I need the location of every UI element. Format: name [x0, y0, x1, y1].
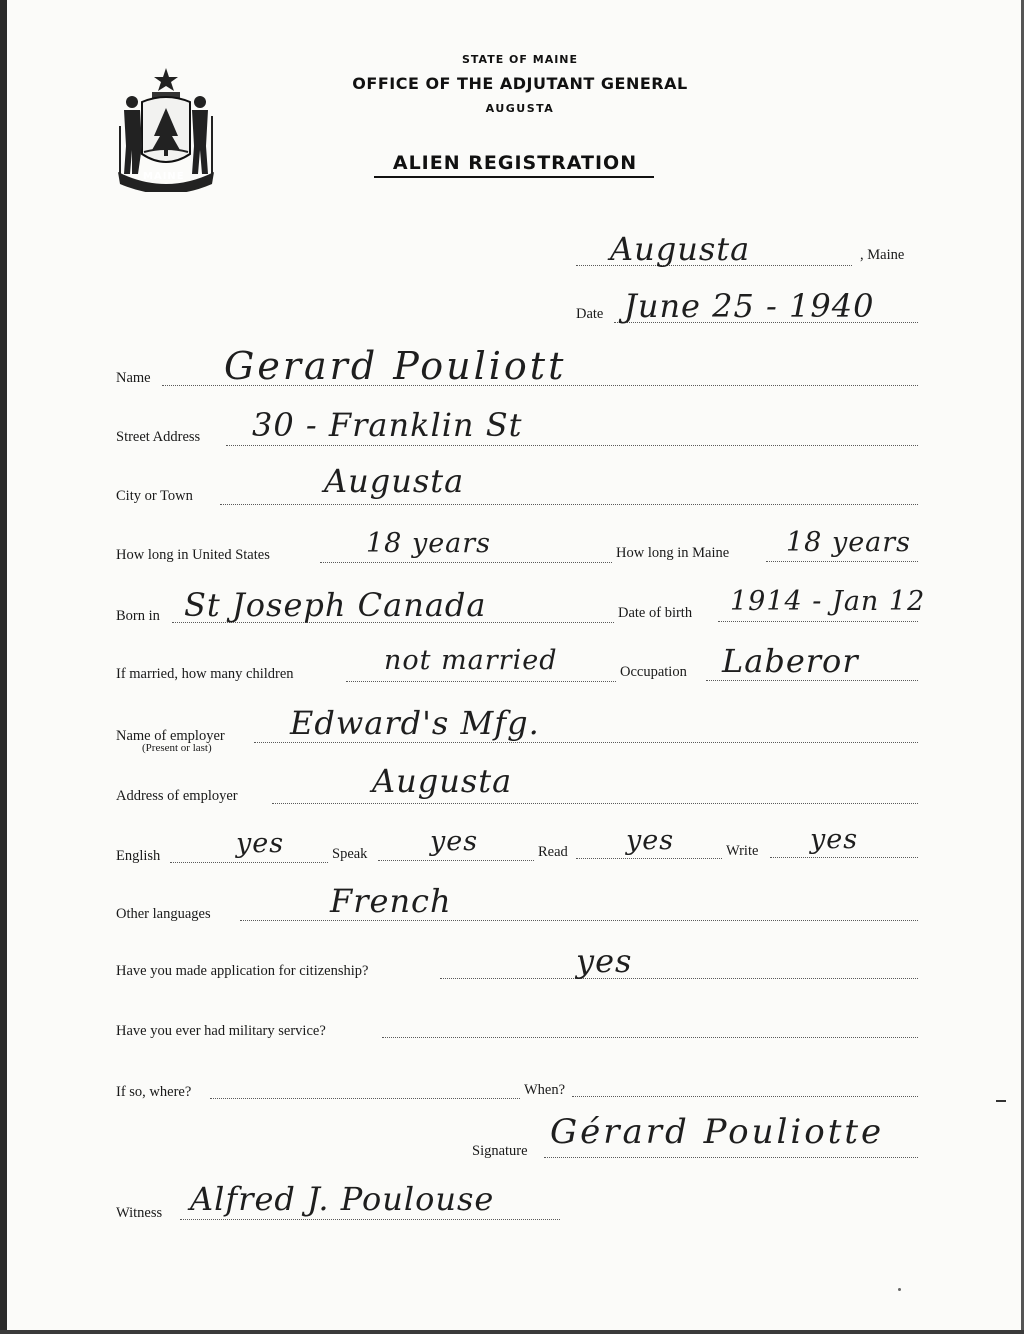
- signature-value: Gérard Pouliotte: [550, 1112, 885, 1152]
- read-line: [576, 858, 722, 859]
- when-line: [572, 1096, 918, 1097]
- born-label: Born in: [116, 608, 160, 624]
- where-line: [210, 1098, 520, 1099]
- form-title: ALIEN REGISTRATION: [392, 152, 638, 174]
- citizenship-line: [440, 978, 918, 979]
- city-line: [220, 504, 918, 505]
- header-office: OFFICE OF THE ADJUTANT GENERAL: [352, 74, 688, 93]
- employer-label: Name of employer: [116, 728, 225, 744]
- read-value: yes: [626, 825, 675, 856]
- children-line: [346, 681, 616, 682]
- when-label: When?: [524, 1082, 566, 1098]
- children-value: not married: [384, 645, 558, 676]
- us-label: How long in United States: [116, 547, 270, 563]
- write-line: [770, 857, 918, 858]
- signature-line: [544, 1157, 918, 1158]
- us-line: [320, 562, 612, 563]
- name-value: Gerard Pouliott: [224, 344, 567, 388]
- maine-label: How long in Maine: [616, 545, 730, 561]
- employer-address-value: Augusta: [372, 762, 513, 800]
- signature-label: Signature: [472, 1143, 528, 1159]
- seal-motto: MAINE: [143, 171, 185, 182]
- employer-address-label: Address of employer: [116, 788, 238, 804]
- military-label: Have you ever had military service?: [116, 1023, 326, 1039]
- us-value: 18 years: [366, 528, 492, 559]
- employer-address-line: [272, 803, 918, 804]
- english-label: English: [116, 848, 161, 864]
- maine-line: [766, 561, 918, 562]
- employer-line: [254, 742, 918, 743]
- scan-edge-bottom: [0, 1330, 1024, 1334]
- header-state: STATE OF MAINE: [461, 53, 579, 66]
- occupation-value: Laberor: [722, 642, 859, 680]
- other-languages-line: [240, 920, 918, 921]
- occupation-label: Occupation: [620, 664, 687, 680]
- place-suffix: , Maine: [860, 247, 905, 263]
- military-line: [382, 1037, 918, 1038]
- dob-value: 1914 - Jan 12: [730, 586, 926, 617]
- english-value: yes: [236, 828, 285, 859]
- citizenship-label: Have you made application for citizenship?: [116, 963, 369, 979]
- born-value: St Joseph Canada: [184, 586, 487, 624]
- citizenship-value: yes: [576, 942, 633, 980]
- street-line: [226, 445, 918, 446]
- date-value: June 25 - 1940: [624, 287, 875, 325]
- witness-label: Witness: [116, 1205, 163, 1221]
- children-label: If married, how many children: [116, 666, 294, 682]
- maine-value: 18 years: [786, 527, 912, 558]
- street-label: Street Address: [116, 429, 201, 445]
- place-value: Augusta: [610, 230, 751, 268]
- witness-value: Alfred J. Poulouse: [190, 1180, 495, 1218]
- employer-sublabel: (Present or last): [142, 742, 212, 754]
- read-label: Read: [538, 844, 568, 860]
- scan-speck: [898, 1288, 901, 1291]
- city-value: Augusta: [324, 462, 465, 500]
- english-line: [170, 862, 328, 863]
- speak-label: Speak: [332, 846, 368, 862]
- dob-line: [718, 621, 918, 622]
- speak-value: yes: [430, 826, 479, 857]
- write-value: yes: [810, 824, 859, 855]
- name-label: Name: [116, 370, 151, 386]
- where-label: If so, where?: [116, 1084, 192, 1100]
- street-value: 30 - Franklin St: [252, 406, 523, 444]
- header-city: AUGUSTA: [485, 102, 555, 115]
- other-languages-label: Other languages: [116, 906, 211, 922]
- write-label: Write: [726, 843, 759, 859]
- scan-margin-mark: [996, 1100, 1006, 1102]
- date-label: Date: [576, 306, 604, 322]
- other-languages-value: French: [330, 882, 452, 920]
- witness-line: [180, 1219, 560, 1220]
- employer-value: Edward's Mfg.: [290, 704, 540, 742]
- title-underline: [374, 176, 654, 178]
- scan-edge-left: [0, 0, 7, 1334]
- dob-label: Date of birth: [618, 605, 693, 621]
- occupation-line: [706, 680, 918, 681]
- speak-line: [378, 860, 534, 861]
- city-label: City or Town: [116, 488, 193, 504]
